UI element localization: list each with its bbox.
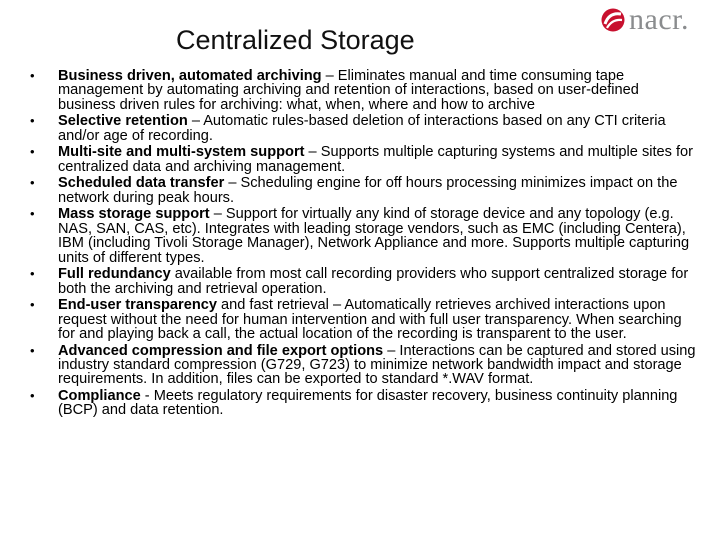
bullet-body-text: – Supports multiple capturing systems and multiple sites for centralized data and archiving management. [58, 144, 694, 175]
bullet-dot-icon: • [30, 297, 35, 313]
logo-text: nacr. [629, 3, 689, 36]
bullet-dot-icon: • [30, 342, 35, 358]
bullet-lead-text: Full redundancy [58, 266, 171, 283]
bullet-body-text: available from most call recording providers who support centralized storage for both the archiving and retrieval operation. [58, 266, 689, 297]
bullet-dot-icon: • [30, 144, 35, 160]
bullet-dot-icon: • [30, 206, 35, 222]
bullet-lead-text: Business driven, automated archiving [58, 68, 322, 84]
bullet-item [30, 114, 700, 143]
bullet-lead-text: Mass storage support [58, 206, 210, 223]
bullet-item [30, 267, 700, 296]
bullet-lead-text: Selective retention [58, 113, 188, 130]
bullet-item [30, 207, 700, 265]
bullet-body-text: – Eliminates manual and time consuming tape management by automating archiving and retention of interactions, based on user-defined business driven rules for archiving: what, when, where and how to archive [58, 68, 639, 113]
bullet-item [30, 344, 700, 387]
nacr-logo-icon [600, 7, 626, 33]
bullet-body-text: – Interactions can be captured and stored using industry standard compression (G729, G723) to minimize network bandwidth impact and storage requirements. In addition, files can be exported to standard *.WAV format. [58, 342, 696, 388]
bullet-body-text: and fast retrieval – Automatically retrieves archived interactions upon request without the need for human intervention and with full user transparency. When searching for and playing back a call, the actual location of the recording is transparent to the user. [58, 297, 682, 343]
nacr-logo [600, 4, 712, 40]
bullet-lead-text: Compliance [58, 388, 141, 405]
bullet-body-text: - Meets regulatory requirements for disaster recovery, business continuity planning (BCP) and data retention. [58, 388, 678, 419]
bullet-lead-text: End-user transparency [58, 297, 217, 314]
bullet-item [30, 298, 700, 341]
bullet-item [30, 145, 700, 174]
bullet-dot-icon: • [30, 68, 35, 83]
bullet-lead-text: Advanced compression and file export options [58, 342, 384, 359]
bullet-item [30, 389, 700, 418]
bullet-dot-icon: • [30, 113, 35, 129]
bullet-item [30, 176, 700, 205]
bullet-lead-text: Scheduled data transfer [58, 175, 225, 192]
bullet-lead-text: Multi-site and multi-system support [58, 144, 305, 161]
bullet-body-text: – Automatic rules-based deletion of interactions based on any CTI criteria and/or age of recording. [58, 113, 666, 144]
bullet-dot-icon: • [30, 388, 35, 404]
bullet-body-text: – Support for virtually any kind of storage device and any topology (e.g. NAS, SAN, CAS, etc). Integrates with leading storage vendors, such as EMC (including Centera), IBM (including Tivoli Storage Manager), Network Appliance and more. Supports multiple capturing units of different types. [58, 206, 690, 266]
bullet-dot-icon: • [30, 266, 35, 282]
bullet-dot-icon: • [30, 175, 35, 191]
slide-title: Centralized Storage [176, 25, 415, 55]
bullet-list [30, 69, 700, 420]
bullet-body-text: – Scheduling engine for off hours processing minimizes impact on the network during peak hours. [58, 175, 678, 206]
bullet-item [30, 69, 700, 112]
